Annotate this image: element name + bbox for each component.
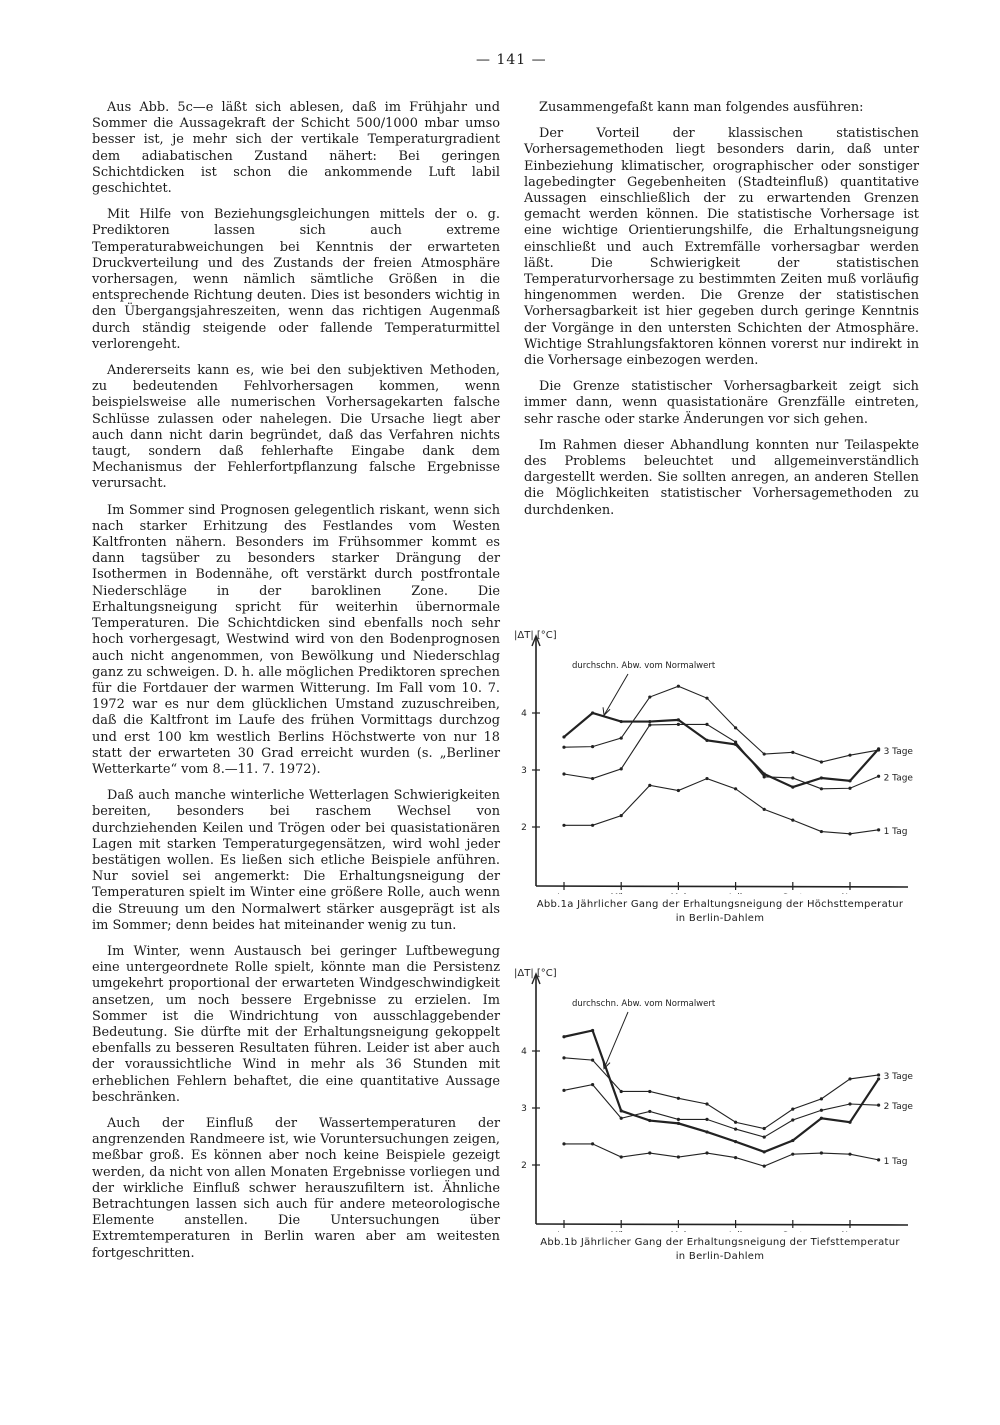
figure-caption: Abb.1b Jährlicher Gang der Erhaltungsneigung der Tiefsttemperatur in Berlin-Dahlem (540, 1237, 900, 1262)
x-tick-label (728, 1231, 742, 1232)
x-tick-label (610, 1231, 632, 1232)
y-tick-label: 2 (521, 823, 527, 833)
annotation-label: durchschn. Abw. vom Normalwert (572, 999, 716, 1009)
x-tick-label (671, 893, 687, 894)
y-axis-label: |ΔT| [°C] (514, 968, 557, 979)
series-label: 2 Tage (883, 773, 913, 784)
y-tick-label: 2 (521, 1161, 527, 1171)
paragraph: Im Sommer sind Prognosen gelegentlich riskant, wenn sich nach starker Erhitzung des Festlandes vom Westen Kaltfronten nähern. Besonders im Frühsommer kommt es dann tagsüber zu besonders starker Drängung der Isothermen in Bodennähe, oft verstärkt durch postfrontale Niederschläge in der baroklinen Zone. Die Erhaltungsneigung spricht für weiterhin übernormale Temperaturen. Die Schichtdicken sind ebenfalls noch sehr hoch vorhergesagt, Westwind wird von den Bodenprognosen auch nicht angenommen, von Bewölkung und Niederschlag ganz zu schweigen. D. h. alle möglichen Prediktoren sprechen für die Fortdauer der warmen Witterung. Im Fall vom 10. 7. 1972 war es nur dem glücklichen Umstand zuzuschreiben, daß die Kaltfront im Laufe des frühen Vormittags durchzog und erst 100 km westlich Berlins Höchstwerte von nur 18 statt der erwarteten 30 Grad erreicht wurden (s. „Berliner Wetterkarte“ vom 8.—11. 7. 1972). (92, 502, 500, 777)
x-tick-label (783, 1231, 804, 1232)
series-label: 1 Tag (883, 1156, 908, 1167)
series-line (564, 686, 879, 762)
x-tick-label (841, 1231, 859, 1232)
y-tick-label: 3 (521, 766, 527, 776)
series-line (564, 1030, 879, 1151)
paragraph: Im Winter, wenn Austausch bei geringer Luftbewegung eine untergeordnete Rolle spielt, könnte man die Persistenz umgekehrt proportional der erwarteten Windgeschwindigkeit ansetzen, um noch bessere Ergebnisse zu erzielen. Im Sommer ist die Windrichtung von ausschlaggebender Bedeutung. Sie dürfte mit der Erhaltungsneigung gekoppelt ebenfalls zu besseren Resultaten führen. Leider ist aber auch der voraussichtliche Wind in mehr als 36 Stunden mit erheblichen Fehlern behaftet, die eine quantitative Aussage beschränken. (92, 943, 500, 1105)
series-line (564, 713, 879, 787)
x-tick-label (671, 1231, 687, 1232)
x-tick-label (556, 893, 571, 894)
x-tick-label (728, 893, 742, 894)
line-chart-max-temperature (510, 624, 930, 894)
figure-1b (510, 962, 930, 1264)
summary-lead: Zusammengefaßt kann man folgendes ausführen: (539, 100, 864, 115)
y-tick-label: 4 (521, 709, 527, 719)
y-tick-label: 3 (521, 1104, 527, 1114)
figure-caption: Abb.1a Jährlicher Gang der Erhaltungsneigung der Höchsttemperatur in Berlin-Dahlem (536, 899, 904, 924)
y-tick-label: 4 (521, 1047, 527, 1057)
series-label: 2 Tage (883, 1102, 913, 1113)
paragraph: Daß auch manche winterliche Wetterlagen Schwierigkeiten bereiten, besonders bei raschem Wechsel von durchziehenden Keilen und Trögen oder bei quasistationären Lagen mit starken Temperaturgegensätzen, wird wohl jeder bestätigen wollen. Es ließen sich etliche Beispiele anführen. Nur soviel sei angemerkt: Die Erhaltungsneigung der Temperaturen spielt im Winter eine größere Rolle, auch wenn die Streuung um den Normalwert stärker ausgeprägt ist als im Sommer; denn beides hat miteinander wenig zu tun. (92, 788, 500, 933)
paragraph: Andererseits kann es, wie bei den subjektiven Methoden, zu bedeutenden Fehlvorhersagen kommen, wenn beispielsweise alle numerischen Vorhersagekarten falsche Schlüsse zulassen oder nahelegen. Die Ursache liegt aber auch dann nicht darin begründet, daß das Verfahren nichts taugt, sondern daß fehlerhafte Eingabe dank dem Mechanismus der Fehlerfortpflanzung falsche Ergebnisse verursacht. (92, 363, 500, 492)
paragraph: Aus Abb. 5c—e läßt sich ablesen, daß im Frühjahr und Sommer die Aussagekraft der Schicht 500/1000 mbar umso besser ist, je mehr sich der vertikale Temperaturgradient dem adiabatischen Zustand nähert: Bei geringen Schichtdicken ist schon die ankommende Luft labil geschichtet. (92, 100, 500, 197)
line-chart-min-temperature (510, 962, 930, 1232)
right-column (524, 100, 919, 529)
series-label: 3 Tage (883, 747, 913, 758)
left-column (92, 100, 500, 1272)
x-tick-label (610, 893, 632, 894)
figure-1a (510, 624, 930, 926)
paragraph: Die Grenze statistischer Vorhersagbarkeit zeigt sich immer dann, wenn quasistationäre Grenzfälle eintreten, sehr rasche oder starke Änderungen vor sich gehen. (524, 379, 919, 427)
series-label: 3 Tage (883, 1071, 913, 1082)
series-label: 1 Tag (883, 826, 908, 837)
x-tick-label (783, 893, 804, 894)
y-axis-label: |ΔT| [°C] (514, 630, 557, 641)
paragraph: Der Vorteil der klassischen statistischen Vorhersagemethoden liegt besonders darin, daß unter Einbeziehung klimatischer, orographischer oder sonstiger lagebedingter Gegebenheiten (Stadteinfluß) quantitative Aussagen einschließlich der zu erwartenden Grenzen gemacht werden können. Die statistische Vorhersage ist eine wichtige Orientierungshilfe, die Erhaltungsneigung einschließt und auch Extremfälle vorhersagbar werden läßt. Die Schwierigkeit der statistischen Temperaturvorhersage zu bestimmten Zeiten muß vorläufig hingenommen werden. Die Grenze der statistischen Vorhersagbarkeit ist hier gegeben durch geringe Kenntnis der Vorgänge in den untersten Schichten der Atmosphäre. Wichtige Strahlungsfaktoren können vorerst nur indirekt in die Vorhersage einbezogen werden. (524, 126, 919, 369)
x-tick-label (556, 1231, 571, 1232)
series-line (564, 1144, 879, 1166)
series-line (564, 1058, 879, 1129)
paragraph: Im Rahmen dieser Abhandlung konnten nur Teilaspekte des Problems beleuchtet und allgemeinverständlich dargestellt werden. Sie sollten anregen, an anderen Stellen die Möglichkeiten statistischer Vorhersagemethoden zu durchdenken. (524, 437, 919, 518)
annotation-label: durchschn. Abw. vom Normalwert (572, 661, 716, 671)
page-number: — 141 — (476, 52, 547, 68)
series-line (564, 779, 879, 834)
x-tick-label (841, 893, 859, 894)
paragraph: Auch der Einfluß der Wassertemperaturen der angrenzenden Randmeere ist, wie Voruntersuchungen zeigen, meßbar groß. Es können aber noch keine Beispiele gezeigt werden, da nicht von allen Monaten Ergebnisse vorliegen und der wirkliche Einfluß schwer herauszufiltern ist. Ähnliche Betrachtungen lassen sich auch für andere meteorologische Elemente anstellen. Die Untersuchungen über Extremtemperaturen in Berlin waren aber am weitesten fortgeschritten. (92, 1115, 500, 1261)
paragraph: Mit Hilfe von Beziehungsgleichungen mittels der o. g. Prediktoren lassen sich auch extreme Temperaturabweichungen bei Kenntnis der erwarteten Druckverteilung und des Zustands der freien Atmosphäre vorhersagen, wenn nämlich sämtliche Größen in die entsprechende Richtung deuten. Dies ist besonders wichtig in den Übergangsjahreszeiten, wenn das richtigen Augenmaß durch ständig steigende oder fallende Temperaturmittel verlorengeht. (92, 207, 500, 352)
